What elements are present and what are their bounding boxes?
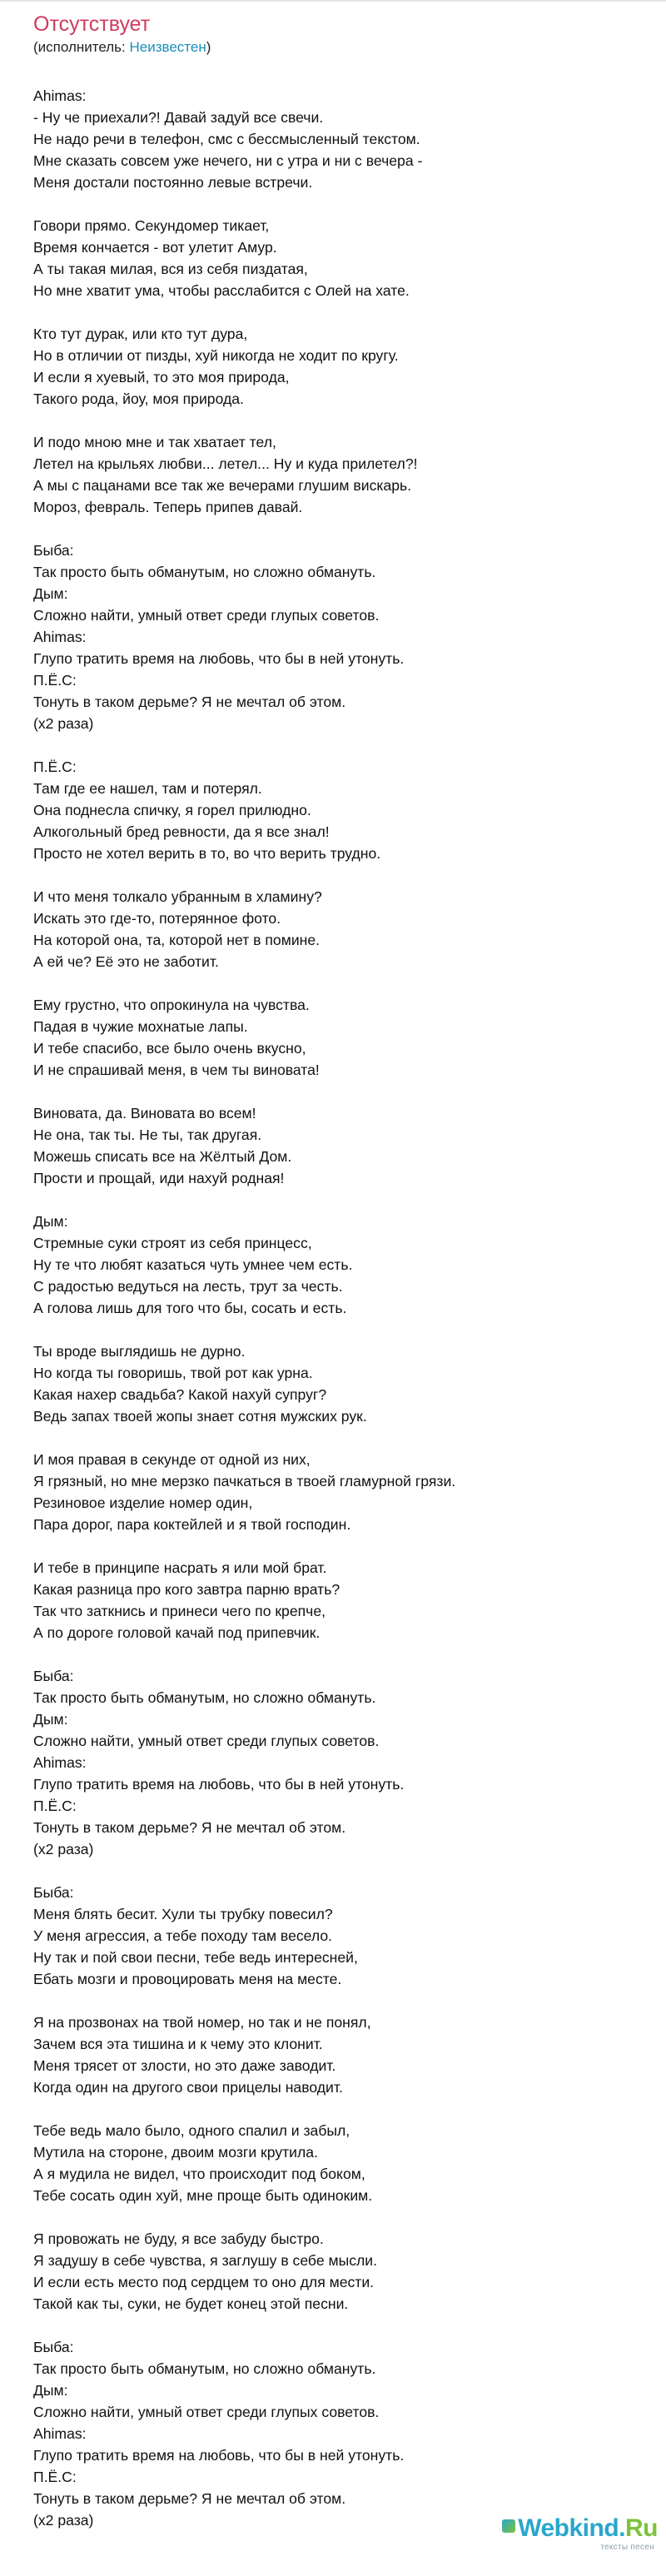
artist-prefix: (исполнитель: <box>33 39 130 55</box>
lyrics-line: Меня достали постоянно левые встречи. <box>33 174 313 191</box>
lyrics-line: Так просто быть обманутым, но сложно обмануть. <box>33 2360 376 2377</box>
lyrics-line: Какая нахер свадьба? Какой нахуй супруг? <box>33 1386 327 1403</box>
lyrics-line: Я провожать не буду, я все забуду быстро. <box>33 2230 324 2247</box>
lyrics-stanza <box>33 1340 649 1427</box>
lyrics-line: (x2 раза) <box>33 715 94 732</box>
lyrics-line: А голова лишь для того что бы, сосать и есть. <box>33 1300 347 1316</box>
lyrics-line: (x2 раза) <box>33 2512 94 2529</box>
lyrics-line: Сложно найти, умный ответ среди глупых советов. <box>33 607 380 624</box>
lyrics-line: И если есть место под сердцем то оно для мести. <box>33 2274 375 2290</box>
lyrics-line: Сложно найти, умный ответ среди глупых советов. <box>33 1733 380 1749</box>
lyrics-stanza <box>33 886 649 972</box>
lyrics-line: Такой как ты, суки, не будет конец этой песни. <box>33 2295 349 2312</box>
lyrics-line: Искать это где-то, потерянное фото. <box>33 910 281 927</box>
lyrics-line: Дым: <box>33 1711 68 1728</box>
lyrics-line: Так просто быть обманутым, но сложно обмануть. <box>33 564 376 580</box>
lyrics-line: С радостью ведуться на лесть, трут за честь. <box>33 1278 343 1295</box>
logo-brand: Webkind <box>518 2514 619 2542</box>
logo-dot: . <box>619 2514 625 2542</box>
lyrics-line: А мы с пацанами все так же вечерами глушим вискарь. <box>33 477 412 494</box>
lyrics-line: Такого рода, йоу, моя природа. <box>33 390 244 407</box>
lyrics-line: Ведь запах твоей жопы знает сотня мужских рук. <box>33 1408 367 1425</box>
lyrics-line: Быба: <box>33 1884 74 1901</box>
lyrics-line: Время кончается - вот улетит Амур. <box>33 239 277 256</box>
lyrics-line: Ahimas: <box>33 1754 87 1771</box>
lyrics-stanza <box>33 994 649 1081</box>
lyrics-line: Там где ее нашел, там и потерял. <box>33 780 262 797</box>
lyrics-line: Ahimas: <box>33 629 87 645</box>
lyrics-line: Кто тут дурак, или кто тут дура, <box>33 326 248 342</box>
lyrics-stanza <box>33 1102 649 1189</box>
lyrics-line: Быба: <box>33 542 74 559</box>
lyrics-line: Зачем вся эта тишина и к чему это клонит. <box>33 2036 323 2052</box>
artist-line <box>33 38 649 57</box>
lyrics-stanza <box>33 215 649 301</box>
lyrics-line: А я мудила не видел, что происходит под боком, <box>33 2166 365 2182</box>
artist-link[interactable]: Неизвестен <box>129 39 206 55</box>
lyrics-line: Глупо тратить время на любовь, что бы в ней утонуть. <box>33 650 405 667</box>
lyrics-stanza <box>33 2120 649 2206</box>
lyrics-line: А по дороге головой качай под припевчик. <box>33 1624 321 1641</box>
lyrics-line: Но мне хватит ума, чтобы расслабится с Олей на хате. <box>33 282 410 299</box>
lyrics-line: Так что заткнись и принеси чего по крепче, <box>33 1603 326 1619</box>
lyrics-line: Виновата, да. Виновата во всем! <box>33 1105 256 1121</box>
lyrics-line: Ебать мозги и провоцировать меня на месте. <box>33 1971 342 1987</box>
logo-tld: Ru <box>625 2514 658 2542</box>
lyrics-line: На которой она, та, которой нет в помине. <box>33 932 321 948</box>
lyrics-line: И тебе в принципе насрать я или мой брат. <box>33 1559 327 1576</box>
lyrics-line: Когда один на другого свои прицелы наводит. <box>33 2079 343 2096</box>
site-logo[interactable] <box>491 2514 658 2558</box>
logo-tagline: тексты песен <box>600 2543 654 2552</box>
lyrics-stanza <box>33 1211 649 1319</box>
lyrics-line: Дым: <box>33 585 68 602</box>
lyrics-line: Быба: <box>33 2339 74 2355</box>
top-divider <box>0 0 666 2</box>
lyrics-line: Мутила на стороне, двоим мозги крутила. <box>33 2144 318 2161</box>
lyrics-line: Но когда ты говоришь, твой рот как урна. <box>33 1365 313 1381</box>
lyrics-line: П.Ё.С: <box>33 672 77 689</box>
lyrics-line: П.Ё.С: <box>33 758 77 775</box>
lyrics-line: П.Ё.С: <box>33 2469 77 2485</box>
lyrics-line: Говори прямо. Секундомер тикает, <box>33 217 270 234</box>
lyrics-line: Я задушу в себе чувства, я заглушу в себе мысли. <box>33 2252 378 2269</box>
lyrics-line: Ahimas: <box>33 2425 87 2442</box>
lyrics-line: Ну те что любят казаться чуть умнее чем есть. <box>33 1256 353 1273</box>
lyrics-stanza <box>33 1882 649 1990</box>
lyrics-line: Летел на крыльях любви... летел... Ну и куда прилетел?! <box>33 455 418 472</box>
lyrics-line: Резиновое изделие номер один, <box>33 1494 253 1511</box>
lyrics-line: Но в отличии от пизды, хуй никогда не ходит по кругу. <box>33 347 399 364</box>
lyrics-line: Быба: <box>33 1668 74 1684</box>
lyrics-line: Сложно найти, умный ответ среди глупых советов. <box>33 2404 380 2420</box>
lyrics-line: Тонуть в таком дерьме? Я не мечтал об этом. <box>33 2490 346 2507</box>
lyrics-line: Можешь списать все на Жёлтый Дом. <box>33 1148 292 1165</box>
lyrics-line: И не спрашивай меня, в чем ты виновата! <box>33 1062 320 1078</box>
song-title: Отсутствует <box>33 12 151 36</box>
lyrics-stanza <box>33 2012 649 2098</box>
lyrics-body <box>33 85 649 2553</box>
logo-wordmark <box>491 2514 658 2543</box>
lyrics-line: Ему грустно, что опрокинула на чувства. <box>33 997 310 1013</box>
lyrics-stanza <box>33 2336 649 2531</box>
lyrics-line: Я грязный, но мне мерзко пачкаться в твоей гламурной грязи. <box>33 1473 456 1489</box>
lyrics-line: Так просто быть обманутым, но сложно обмануть. <box>33 1689 376 1706</box>
lyrics-line: И моя правая в секунде от одной из них, <box>33 1451 311 1468</box>
lyrics-line: (x2 раза) <box>33 1841 94 1857</box>
song-header <box>33 10 649 57</box>
lyrics-line: И что меня толкало убранным в хламину? <box>33 888 322 905</box>
lyrics-line: Я на прозвонах на твой номер, но так и не понял, <box>33 2014 371 2031</box>
lyrics-stanza <box>33 540 649 734</box>
lyrics-line: Меня трясет от злости, но это даже заводит. <box>33 2057 336 2074</box>
lyrics-line: Алкогольный бред ревности, да я все знал! <box>33 823 330 840</box>
lyrics-line: Она поднесла спичку, я горел прилюдно. <box>33 802 311 818</box>
lyrics-line: Прости и прощай, иди нахуй родная! <box>33 1170 285 1186</box>
lyrics-line: А ты такая милая, вся из себя пиздатая, <box>33 261 308 277</box>
lyrics-line: Ну так и пой свои песни, тебе ведь интересней, <box>33 1949 358 1966</box>
lyrics-line: У меня агрессия, а тебе походу там весело. <box>33 1927 333 1944</box>
lyrics-line: И если я хуевый, то это моя природа, <box>33 369 290 385</box>
lyrics-line: Какая разница про кого завтра парню врать? <box>33 1581 340 1598</box>
logo-mark-icon <box>502 2519 515 2533</box>
lyrics-line: Дым: <box>33 2382 68 2399</box>
lyrics-stanza <box>33 1665 649 1860</box>
lyrics-stanza <box>33 431 649 518</box>
lyrics-line: Тебе ведь мало было, одного спалил и забыл, <box>33 2122 350 2139</box>
lyrics-line: Дым: <box>33 1213 68 1230</box>
lyrics-line: А ей че? Её это не заботит. <box>33 953 219 970</box>
lyrics-stanza <box>33 756 649 864</box>
lyrics-line: Глупо тратить время на любовь, что бы в ней утонуть. <box>33 1776 405 1793</box>
lyrics-line: И тебе спасибо, все было очень вкусно, <box>33 1040 306 1057</box>
lyrics-line: Ahimas: <box>33 87 87 104</box>
lyrics-stanza <box>33 85 649 193</box>
artist-suffix: ) <box>206 39 211 55</box>
lyrics-line: Ты вроде выглядишь не дурно. <box>33 1343 246 1360</box>
lyrics-line: Тонуть в таком дерьме? Я не мечтал об этом. <box>33 1819 346 1836</box>
lyrics-line: Не надо речи в телефон, смс с бессмысленный текстом. <box>33 131 420 147</box>
lyrics-line: П.Ё.С: <box>33 1798 77 1814</box>
lyrics-stanza <box>33 1449 649 1535</box>
lyrics-line: - Ну че приехали?! Давай задуй все свечи. <box>33 109 324 126</box>
lyrics-stanza <box>33 2228 649 2315</box>
lyrics-line: Просто не хотел верить в то, во что верить трудно. <box>33 845 381 862</box>
lyrics-line: Пара дорог, пара коктейлей и я твой господин. <box>33 1516 351 1533</box>
lyrics-stanza <box>33 1557 649 1644</box>
lyrics-line: Тонуть в таком дерьме? Я не мечтал об этом. <box>33 694 346 710</box>
lyrics-line: Глупо тратить время на любовь, что бы в ней утонуть. <box>33 2447 405 2464</box>
lyrics-stanza <box>33 323 649 410</box>
lyrics-line: Тебе сосать один хуй, мне проще быть одиноким. <box>33 2187 373 2204</box>
lyrics-line: Мне сказать совсем уже нечего, ни с утра и ни с вечера - <box>33 152 423 169</box>
lyrics-line: Не она, так ты. Не ты, так другая. <box>33 1126 262 1143</box>
lyrics-line: Меня блять бесит. Хули ты трубку повесил? <box>33 1906 333 1922</box>
lyrics-line: И подо мною мне и так хватает тел, <box>33 434 276 450</box>
lyrics-line: Падая в чужие мохнатые лапы. <box>33 1018 248 1035</box>
lyrics-line: Мороз, февраль. Теперь припев давай. <box>33 499 303 515</box>
lyrics-line: Стремные суки строят из себя принцесс, <box>33 1235 312 1251</box>
